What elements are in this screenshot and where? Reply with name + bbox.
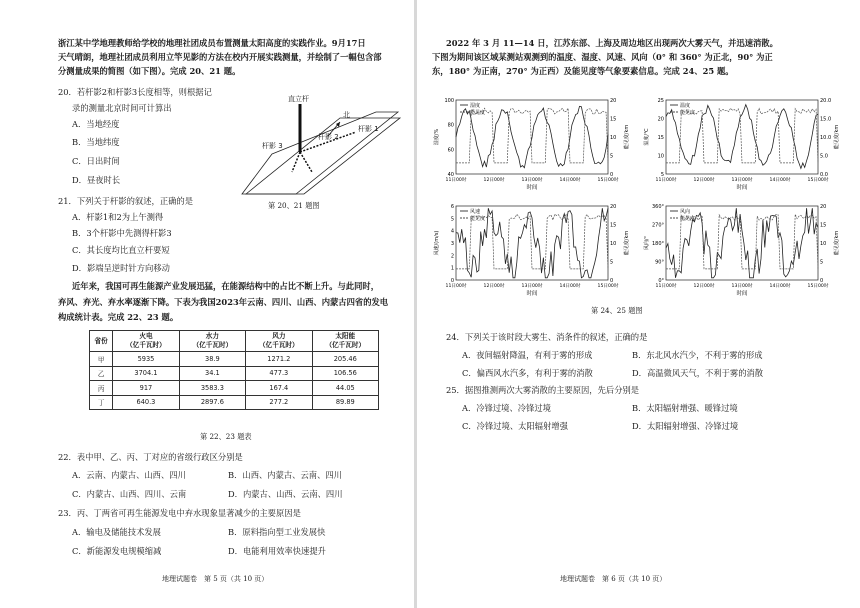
table-header: 水力 （亿千瓦时） bbox=[179, 331, 245, 352]
table-cell: 3704.1 bbox=[113, 366, 179, 381]
y2-tick-label: 20 bbox=[820, 204, 827, 210]
x-axis-label: 时间 bbox=[526, 291, 538, 297]
y2-axis-label: 能见度/km bbox=[624, 230, 630, 256]
q21-option-a: A．杆影1和2为上午测得 bbox=[72, 212, 164, 222]
table-header: 太阳能 （亿千瓦时） bbox=[312, 331, 378, 352]
weather-chart bbox=[432, 94, 632, 196]
table-cell: 1271.2 bbox=[246, 352, 312, 367]
y2-tick-label: 15 bbox=[610, 222, 617, 229]
table-caption: 第 22、23 题表 bbox=[200, 432, 252, 441]
y-tick-label: 100 bbox=[444, 98, 454, 104]
y2-tick-label: 10 bbox=[820, 241, 827, 247]
x-axis-label: 时间 bbox=[736, 185, 748, 191]
x-tick-label: 11日00时 bbox=[655, 284, 677, 289]
table-row bbox=[90, 366, 379, 381]
y-tick-label: 1 bbox=[450, 265, 454, 272]
shadow-3-line bbox=[292, 152, 300, 172]
intro2-line: 弃风、弃光、弃水率逐渐下降。下表为我国2023年云南、四川、山西、内蒙古四省的发电 bbox=[58, 297, 389, 307]
shadow-2-line bbox=[300, 152, 312, 172]
weather-chart bbox=[642, 200, 842, 302]
legend-label: 湿度 bbox=[470, 103, 481, 109]
q22-option-a: A．云南、内蒙古、山西、四川 bbox=[72, 470, 186, 480]
intro-line: 分测量成果的简图（如下图）。完成 20、21 题。 bbox=[58, 66, 241, 76]
table-cell: 277.2 bbox=[246, 395, 312, 410]
q25-stem: 25．据图推测两次大雾消散的主要原因，先后分别是 bbox=[446, 385, 640, 395]
page-footer: 地理试题卷 第 6 页（共 10 页） bbox=[560, 575, 667, 583]
table-cell: 205.46 bbox=[312, 352, 378, 367]
legend-label: 风向 bbox=[680, 209, 691, 215]
table-cell: 106.56 bbox=[312, 366, 378, 381]
y-tick-label: 20 bbox=[657, 116, 664, 123]
x-tick-label: 14日00时 bbox=[769, 178, 791, 183]
y-tick-label: 0° bbox=[658, 278, 664, 284]
intro-line: 2022 年 3 月 11—14 日，江苏东部、上海及周边地区出现两次大雾天气，并迅速消散。 bbox=[446, 38, 778, 48]
y2-tick-label: 5.0 bbox=[820, 153, 828, 160]
q24-option-c: C．偏西风水汽多，有利于雾的消散 bbox=[462, 368, 593, 378]
q22-stem: 22．表中甲、乙、丙、丁对应的省级行政区分别是 bbox=[58, 452, 243, 462]
shadow1-label: 杆影 1 bbox=[358, 125, 379, 133]
x-tick-label: 15日00时 bbox=[807, 284, 829, 289]
shadow-figure bbox=[228, 90, 404, 200]
y-axis-label: 风向/° bbox=[644, 235, 650, 251]
y2-tick-label: 5 bbox=[610, 153, 614, 160]
y2-tick-label: 15 bbox=[820, 222, 827, 229]
x-tick-label: 15日00时 bbox=[807, 178, 829, 183]
x-tick-label: 14日00时 bbox=[769, 284, 791, 289]
weather-chart bbox=[642, 94, 842, 196]
x-tick-label: 14日00时 bbox=[559, 178, 581, 183]
intro-line: 浙江某中学地理教师给学校的地理社团成员布置测量太阳高度的实践作业。9月17日 bbox=[58, 38, 366, 48]
table-row bbox=[90, 395, 379, 410]
x-tick-label: 12日00时 bbox=[693, 178, 715, 183]
table-cell: 丙 bbox=[90, 381, 113, 396]
y2-tick-label: 15.0 bbox=[820, 116, 832, 123]
q25-option-c: C．冷锋过境、太阳辐射增强 bbox=[462, 421, 568, 431]
q21-option-b: B．3个杆影中先测得杆影3 bbox=[72, 228, 172, 238]
x-tick-label: 13日00时 bbox=[731, 284, 753, 289]
table-cell: 89.89 bbox=[312, 395, 378, 410]
x-tick-label: 12日00时 bbox=[483, 284, 505, 289]
y2-axis-label: 能见度/km bbox=[624, 124, 630, 150]
left-page bbox=[0, 0, 414, 608]
q22-option-d: D．内蒙古、山西、云南、四川 bbox=[228, 489, 343, 499]
table-header: 风力 （亿千瓦时） bbox=[246, 331, 312, 352]
intro2-line: 近年来，我国可再生能源产业发展迅猛，在能源结构中的占比不断上升。与此同时， bbox=[72, 281, 379, 291]
table-header: 省份 bbox=[90, 331, 113, 352]
y-tick-label: 40 bbox=[447, 172, 454, 178]
y-tick-label: 2 bbox=[450, 253, 454, 260]
y-tick-label: 60 bbox=[447, 147, 454, 154]
q20-stem: 20．若杆影2和杆影3长度相等，则根据记 bbox=[58, 87, 212, 97]
y-tick-label: 360° bbox=[651, 204, 664, 210]
x-tick-label: 12日00时 bbox=[693, 284, 715, 289]
table-cell: 917 bbox=[113, 381, 179, 396]
y2-tick-label: 0 bbox=[610, 278, 614, 284]
intro-line: 下图为期间该区域某测站观测到的温度、湿度、风速、风向（0° 和 360° 为正北，90° 为正 bbox=[432, 52, 773, 62]
y2-tick-label: 15 bbox=[610, 116, 617, 123]
legend-label: 温度 bbox=[680, 103, 691, 109]
x-tick-label: 11日00时 bbox=[655, 178, 677, 183]
x-tick-label: 13日00时 bbox=[521, 178, 543, 183]
q24-option-d: D．高温微风天气，不利于雾的消散 bbox=[632, 368, 764, 378]
q24-option-a: A．夜间辐射降温，有利于雾的形成 bbox=[462, 350, 593, 360]
intro2-line: 构成统计表。完成 22、23 题。 bbox=[58, 312, 179, 322]
table-cell: 2897.6 bbox=[179, 395, 245, 410]
legend-label: 风速 bbox=[470, 209, 481, 215]
x-tick-label: 13日00时 bbox=[731, 178, 753, 183]
table-cell: 甲 bbox=[90, 352, 113, 367]
y2-tick-label: 0 bbox=[610, 172, 614, 178]
table-cell: 丁 bbox=[90, 395, 113, 410]
table-cell: 477.3 bbox=[246, 366, 312, 381]
y2-axis-label: 能见度/km bbox=[834, 124, 840, 150]
q22-option-c: C．内蒙古、山西、四川、云南 bbox=[72, 489, 187, 499]
figure-caption: 第 24、25 题图 bbox=[591, 306, 643, 315]
table-row bbox=[90, 352, 379, 367]
q20-option-d: D．昼夜时长 bbox=[72, 175, 121, 185]
right-page bbox=[418, 0, 860, 608]
q25-option-d: D．太阳辐射增强、冷锋过境 bbox=[632, 421, 739, 431]
y2-axis-label: 能见度/km bbox=[834, 230, 840, 256]
q23-option-d: D．电能利用效率快速提升 bbox=[228, 546, 326, 556]
intro-line: 天气晴朗，地理社团成员利用立竿见影的方法在校内开展实践测量，并绘制了一幅包含部 bbox=[58, 52, 382, 62]
y-tick-label: 80 bbox=[447, 122, 454, 129]
q20-option-a: A．当地经度 bbox=[72, 119, 120, 129]
table-cell: 44.05 bbox=[312, 381, 378, 396]
y-tick-label: 4 bbox=[450, 228, 454, 235]
y-axis-label: 湿度/% bbox=[434, 128, 440, 146]
q20-option-c: C．日出时间 bbox=[72, 156, 120, 166]
y2-tick-label: 0 bbox=[820, 278, 824, 284]
x-axis-label: 时间 bbox=[526, 185, 538, 191]
table-cell: 乙 bbox=[90, 366, 113, 381]
y2-tick-label: 10.0 bbox=[820, 135, 832, 141]
y-tick-label: 25 bbox=[657, 98, 664, 104]
y-tick-label: 5 bbox=[660, 172, 664, 178]
x-tick-label: 11日00时 bbox=[445, 284, 467, 289]
table-row bbox=[90, 381, 379, 396]
shadow3-label: 杆影 3 bbox=[262, 142, 283, 150]
table-cell: 38.9 bbox=[179, 352, 245, 367]
y-tick-label: 0 bbox=[450, 278, 454, 284]
q21-option-d: D．影端呈逆时针方向移动 bbox=[72, 263, 170, 273]
visibility-line bbox=[666, 108, 818, 163]
page-divider bbox=[414, 0, 417, 608]
legend-label: 能见度 bbox=[680, 216, 696, 222]
y-tick-label: 15 bbox=[657, 135, 664, 141]
q24-option-b: B．东北风水汽少，不利于雾的形成 bbox=[632, 350, 763, 360]
x-axis-label: 时间 bbox=[736, 291, 748, 297]
legend-label: 能见度 bbox=[470, 110, 486, 116]
x-tick-label: 11日00时 bbox=[445, 178, 467, 183]
figure-caption: 第 20、21 题图 bbox=[268, 201, 320, 210]
y-axis-label: 风速/(m/s) bbox=[434, 230, 440, 256]
table-cell: 3583.3 bbox=[179, 381, 245, 396]
y2-tick-label: 10 bbox=[610, 135, 617, 141]
y2-tick-label: 0.0 bbox=[820, 172, 828, 178]
y-tick-label: 90° bbox=[655, 259, 664, 266]
y-tick-label: 270° bbox=[651, 222, 664, 229]
q22-option-b: B．山西、内蒙古、云南、四川 bbox=[228, 470, 342, 480]
visibility-line bbox=[456, 214, 608, 269]
q23-option-c: C．新能源发电规模缩减 bbox=[72, 546, 162, 556]
q25-option-b: B．太阳辐射增强、暖锋过境 bbox=[632, 403, 738, 413]
x-tick-label: 15日00时 bbox=[597, 284, 619, 289]
page-footer: 地理试题卷 第 5 页（共 10 页） bbox=[162, 575, 269, 583]
y-tick-label: 3 bbox=[450, 241, 454, 247]
y-tick-label: 5 bbox=[450, 216, 454, 223]
q20-stem: 录的测量北京时间可计算出 bbox=[72, 103, 172, 113]
y-tick-label: 180° bbox=[651, 241, 664, 247]
visibility-line bbox=[666, 214, 818, 269]
y2-tick-label: 20 bbox=[610, 204, 617, 210]
q23-option-b: B．原料指向型工业发展快 bbox=[228, 527, 326, 537]
pole-label: 直立杆 bbox=[288, 95, 309, 103]
intro-line: 东，180° 为正南，270° 为正西）及能见度等气象要素信息。完成 24、25 题。 bbox=[432, 66, 734, 76]
table-cell: 640.3 bbox=[113, 395, 179, 410]
x-tick-label: 13日00时 bbox=[521, 284, 543, 289]
y2-tick-label: 5 bbox=[610, 259, 614, 266]
x-tick-label: 15日00时 bbox=[597, 178, 619, 183]
y2-tick-label: 20 bbox=[610, 98, 617, 104]
y2-tick-label: 5 bbox=[820, 259, 824, 266]
legend-label: 能见度 bbox=[680, 110, 696, 116]
x-tick-label: 14日00时 bbox=[559, 284, 581, 289]
q23-stem: 23．丙、丁两省可再生能源发电中弃水现象显著减少的主要原因是 bbox=[58, 508, 301, 518]
q24-stem: 24．下列关于该时段大雾生、消条件的叙述，正确的是 bbox=[446, 332, 648, 342]
table-cell: 167.4 bbox=[246, 381, 312, 396]
y2-tick-label: 10 bbox=[610, 241, 617, 247]
x-tick-label: 12日00时 bbox=[483, 178, 505, 183]
table-cell: 5935 bbox=[113, 352, 179, 367]
q21-stem: 21．下列关于杆影的叙述，正确的是 bbox=[58, 196, 194, 206]
y-tick-label: 10 bbox=[657, 153, 664, 160]
q23-option-a: A．输电及储能技术发展 bbox=[72, 527, 161, 537]
table-header-row bbox=[90, 331, 379, 352]
q21-option-c: C．其长度均比直立杆要短 bbox=[72, 245, 170, 255]
table-header: 火电 （亿千瓦时） bbox=[113, 331, 179, 352]
table-cell: 34.1 bbox=[179, 366, 245, 381]
north-label: 北 bbox=[343, 111, 350, 119]
q20-option-b: B．当地纬度 bbox=[72, 137, 120, 147]
q25-option-a: A．冷锋过境、冷锋过境 bbox=[462, 403, 551, 413]
legend-label: 能见度 bbox=[470, 216, 486, 222]
shadow2-label: 杆影 2 bbox=[318, 133, 339, 141]
y-tick-label: 6 bbox=[450, 204, 454, 210]
y2-tick-label: 20.0 bbox=[820, 98, 832, 104]
weather-chart bbox=[432, 200, 632, 302]
y-axis-label: 温度/℃ bbox=[644, 128, 650, 146]
power-table bbox=[89, 330, 379, 410]
